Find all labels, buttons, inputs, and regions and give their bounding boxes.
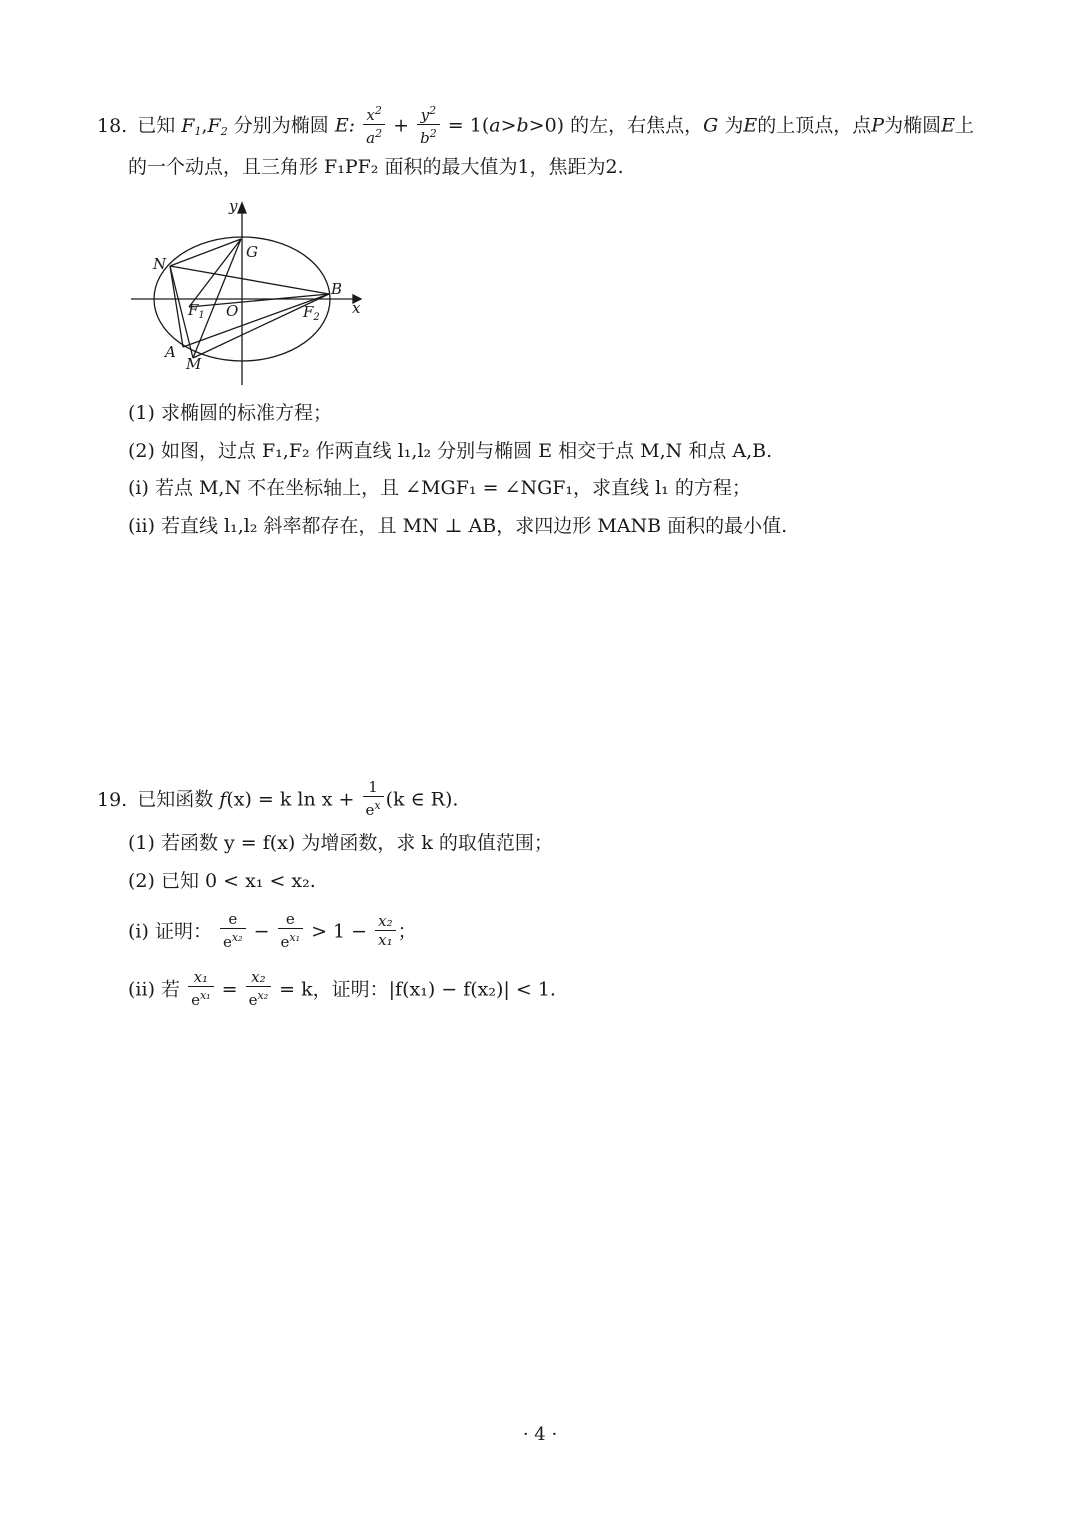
label-y: y — [229, 197, 238, 215]
q19-gt: > 1 − — [311, 920, 368, 943]
q18-f1: $F_1$ — [181, 114, 202, 138]
q18-p: P — [871, 114, 885, 137]
q18-part2: (2) 如图，过点 F₁,F₂ 作两直线 l₁,l₂ 分别与椭圆 E 相交于点 M,N 和点 A,B. — [128, 440, 773, 462]
q18-number: 18. — [97, 114, 128, 137]
q18-line1 — [97, 104, 974, 149]
label-g: G — [246, 243, 258, 261]
q19-frac: $\frac{1}{e^x}$ — [363, 778, 384, 819]
q18-e-label: E: — [334, 114, 356, 137]
q19-part2i-label: (i) 证明： — [128, 920, 212, 943]
q19-part1: (1) 若函数 y = f(x) 为增函数，求 k 的取值范围； — [128, 832, 553, 854]
q19-text-a: 已知函数 — [137, 788, 214, 811]
q18-frac-x: $\frac{x^2}{a^2}$ — [363, 102, 385, 147]
label-f2: $F_2$ — [303, 303, 320, 323]
q18-part2ii: (ii) 若直线 l₁,l₂ 斜率都存在，且 MN ⊥ AB，求四边形 MANB 面积的最小值. — [128, 515, 788, 537]
q19-part2i — [128, 912, 417, 953]
label-x: x — [352, 299, 361, 317]
q18-part1: (1) 求椭圆的标准方程； — [128, 402, 332, 424]
label-m: M — [186, 355, 202, 373]
q18-comma: , — [201, 114, 208, 137]
q19-frac-ratio: $\frac{\text{x₂}}{\text{x₁}}$ — [375, 912, 395, 949]
q19-part2ii — [128, 970, 556, 1011]
q19-minus: − — [253, 920, 270, 943]
q19-frac-x1: $\frac{\text{x₁}}{e^{x_1}}$ — [188, 968, 214, 1009]
q19-semi: ； — [397, 920, 417, 943]
q18-part2i: (i) 若点 M,N 不在坐标轴上，且 ∠MGF₁ = ∠NGF₁，求直线 l₁ 的方程； — [128, 477, 751, 499]
q18-e2: E — [743, 114, 758, 137]
q18-eq: = 1( — [447, 114, 490, 137]
q19-text-b: (x) = k ln x + — [226, 788, 355, 811]
q19-eq: = — [221, 978, 238, 1001]
q19-eq-k: = k，证明：|f(x₁) − f(x₂)| < 1. — [279, 978, 556, 1001]
q18-text-a: 已知 — [137, 114, 176, 137]
q18-text-b: 分别为椭圆 — [233, 114, 329, 137]
y-axis-arrow — [238, 203, 246, 213]
q19-stem — [97, 780, 458, 821]
q19-frac-e-x1: $\frac{e}{e^{x_1}}$ — [278, 910, 304, 951]
q18-line2: 的一个动点，且三角形 F₁PF₂ 面积的最大值为1，焦距为2. — [128, 156, 624, 178]
q19-frac-x2: $\frac{\text{x₂}}{e^{x_2}}$ — [246, 968, 272, 1009]
q18-text-c: 的左，右焦点， — [564, 114, 704, 137]
q18-cond-b: b — [516, 114, 529, 137]
q18-cond-a: a — [489, 114, 501, 137]
q19-number: 19. — [97, 788, 128, 811]
q18-text-d: 为 — [724, 114, 744, 137]
q19-f: f — [219, 788, 227, 811]
q18-text-f: 为椭圆 — [884, 114, 942, 137]
q18-gt1: > — [500, 114, 517, 137]
q18-text-e: 的上顶点，点 — [757, 114, 872, 137]
page-number: · 4 · — [522, 1424, 558, 1445]
q18-g: G — [703, 114, 719, 137]
q18-gt2: >0) — [528, 114, 565, 137]
ellipse-figure — [125, 195, 370, 390]
q19-frac-e-x2: $\frac{e}{e^{x_2}}$ — [220, 910, 246, 951]
q18-frac-y: $\frac{y^2}{b^2}$ — [417, 102, 440, 147]
q19-part2ii-label: (ii) 若 — [128, 978, 181, 1001]
q19-part2: (2) 已知 0 < x₁ < x₂. — [128, 870, 316, 892]
q18-f2: $F_2$ — [207, 114, 228, 138]
label-b: B — [331, 280, 343, 298]
q19-text-c: (k ∈ R). — [385, 788, 459, 811]
label-f1: $F_1$ — [188, 301, 205, 321]
label-a: A — [165, 343, 176, 361]
q18-e3: E — [941, 114, 955, 137]
label-n: N — [153, 255, 167, 273]
label-o: O — [226, 302, 239, 320]
q18-text-g: 上 — [954, 114, 974, 137]
q18-plus: + — [393, 114, 410, 137]
